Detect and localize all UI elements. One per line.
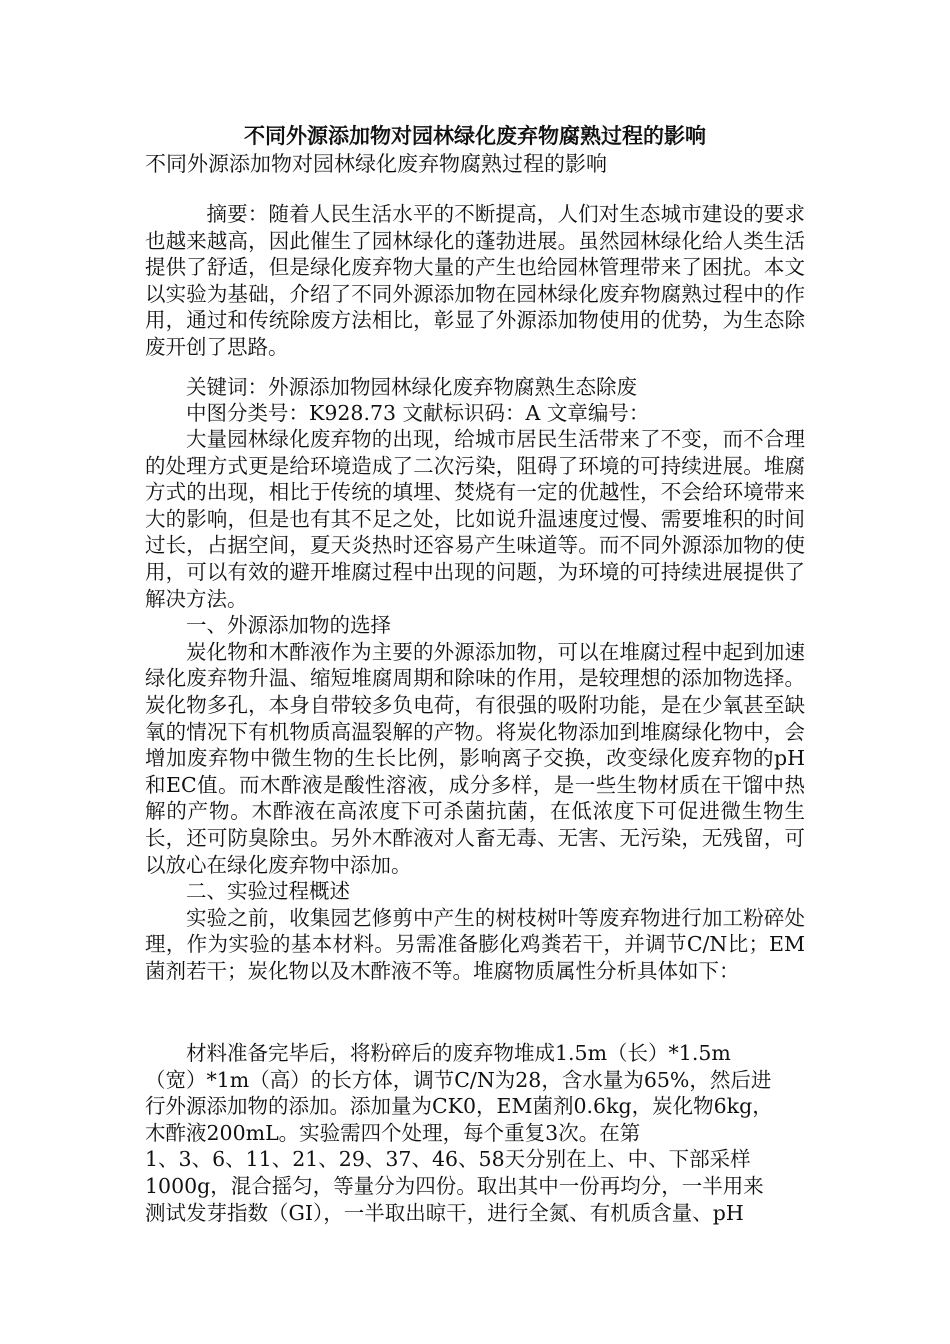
classification-section	[145, 400, 805, 427]
abstract-paragraph: 摘要：随着人民生活水平的不断提高，人们对生态城市建设的要求也越来越高，因此催生了园林绿化的蓬勃进展。虽然园林绿化给人类生活提供了舒适，但是绿化废弃物大量的产生也给园林管理带来了困扰。本文以实验为基础，介绍了不同外源添加物在园林绿化废弃物腐熟过程中的作用，通过和传统除废方法相比，彰显了外源添加物使用的优势，为生态除废开创了思路。	[145, 202, 805, 359]
experiment-paragraph	[145, 1040, 805, 1226]
experiment-line: 材料准备完毕后，将粉碎后的废弃物堆成1.5m（长）*1.5m	[145, 1041, 731, 1065]
section-heading-2: 二、实验过程概述	[186, 879, 350, 904]
experiment-line: 1、3、6、11、21、29、37、46、58天分别在上、中、下部采样	[145, 1147, 751, 1172]
intro-paragraph: 大量园林绿化废弃物的出现，给城市居民生活带来了不变，而不合理的处理方式更是给环境造成了二次污染，阻碍了环境的可持续进展。堆腐方式的出现，相比于传统的填埋、焚烧有一定的优越性，不会给环境带来大的影响，但是也有其不足之处，比如说升温速度过慢、需要堆积的时间过长，占据空间，夏天炎热时还容易产生味道等。而不同外源添加物的使用，可以有效的避开堆腐过程中出现的问题，为环境的可持续进展提供了解决方法。	[145, 427, 805, 611]
abstract-section	[145, 201, 805, 361]
keywords-line: 关键词：外源添加物园林绿化废弃物腐熟生态除废	[186, 375, 637, 399]
experiment-line: 木酢液200mL。实验需四个处理，每个重复3次。在第	[145, 1120, 641, 1145]
section-1-paragraph: 炭化物和木酢液作为主要的外源添加物，可以在堆腐过程中起到加速绿化废弃物升温、缩短堆腐周期和除味的作用，是较理想的添加物选择。炭化物多孔，本身自带较多负电荷，有很强的吸附功能，是在少氧甚至缺氧的情况下有机物质高温裂解的产物。将炭化物添加到堆腐绿化物中，会增加废弃物中微生物的生长比例，影响离子交换，改变绿化废弃物的pH和EC值。而木酢液是酸性溶液，成分多样，是一些生物材质在干馏中热解的产物。木酢液在高浓度下可杀菌抗菌，在低浓度下可促进微生物生长，还可防臭除虫。另外木酢液对人畜无毒、无害、无污染，无残留，可以放心在绿化废弃物中添加。	[145, 639, 805, 877]
experiment-line: 行外源添加物的添加。添加量为CK0，EM菌剂0.6kg，炭化物6kg，	[145, 1094, 773, 1119]
document-title: 不同外源添加物对园林绿化废弃物腐熟过程的影响	[244, 124, 706, 148]
classification-line: 中图分类号：K928.73 文献标识码：A 文章编号：	[186, 401, 650, 425]
experiment-line: 测试发芽指数（GI），一半取出晾干，进行全氮、有机质含量、pH	[145, 1200, 744, 1225]
experiment-line: （宽）*1m（高）的长方体，调节C/N为28，含水量为65%，然后进	[145, 1067, 772, 1092]
document-subtitle: 不同外源添加物对园林绿化废弃物腐熟过程的影响	[145, 152, 607, 176]
section-heading-1: 一、外源添加物的选择	[186, 613, 391, 638]
section-2-paragraph: 实验之前，收集园艺修剪中产生的树枝树叶等废弃物进行加工粉碎处理，作为实验的基本材料。另需准备膨化鸡粪若干，并调节C/N比；EM菌剂若干；炭化物以及木酢液不等。堆腐物质属性分析具体如下：	[145, 905, 805, 983]
experiment-line: 1000g，混合摇匀，等量分为四份。取出其中一份再均分，一半用来	[145, 1173, 764, 1198]
keywords-section	[145, 374, 805, 401]
main-body	[145, 426, 805, 984]
